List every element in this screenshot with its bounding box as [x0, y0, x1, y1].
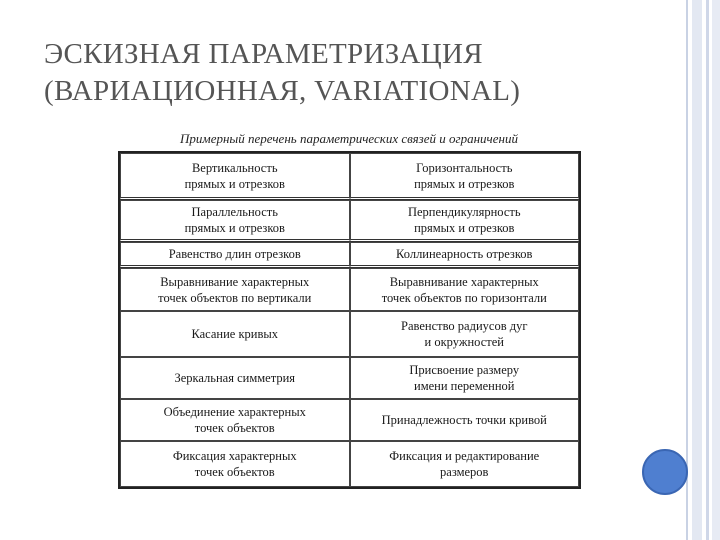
table-row — [120, 311, 579, 357]
table-cell-right: Фиксация и редактирование размеров — [350, 441, 580, 487]
slide-title — [44, 36, 664, 110]
table-row — [120, 242, 579, 268]
constraints-table — [118, 151, 581, 489]
table-row — [120, 200, 579, 242]
side-bar — [686, 0, 688, 540]
table-cell-right: Горизонтальность прямых и отрезков — [350, 153, 580, 200]
table-cell-left: Выравнивание характерных точек объектов по вертикали — [120, 268, 350, 311]
table-caption: Примерный перечень параметрических связей и ограничений — [180, 131, 518, 146]
table-row — [120, 357, 579, 399]
table-cell-right: Перпендикулярность прямых и отрезков — [350, 200, 580, 242]
table-cell-right: Принадлежность точки кривой — [350, 399, 580, 441]
table-row — [120, 268, 579, 311]
title-line-1: ЭСКИЗНАЯ ПАРАМЕТРИЗАЦИЯ — [44, 38, 483, 70]
table-cell-left: Объединение характерных точек объектов — [120, 399, 350, 441]
table-cell-left: Равенство длин отрезков — [120, 242, 350, 268]
table-cell-right: Равенство радиусов дуг и окружностей — [350, 311, 580, 357]
decorative-side-bars — [680, 0, 720, 540]
decorative-circle — [642, 449, 688, 495]
table-cell-left: Зеркальная симметрия — [120, 357, 350, 399]
table-row — [120, 399, 579, 441]
table-cell-left: Параллельность прямых и отрезков — [120, 200, 350, 242]
table-cell-right: Коллинеарность отрезков — [350, 242, 580, 268]
table-cell-right: Выравнивание характерных точек объектов по горизонтали — [350, 268, 580, 311]
side-bar — [712, 0, 720, 540]
table-cell-left: Касание кривых — [120, 311, 350, 357]
title-line-2: (ВАРИАЦИОННАЯ, VARIATIONAL) — [44, 75, 521, 107]
side-bar — [692, 0, 702, 540]
side-bar — [706, 0, 709, 540]
table-row — [120, 153, 579, 200]
table-cell-left: Фиксация характерных точек объектов — [120, 441, 350, 487]
table-cell-left: Вертикальность прямых и отрезков — [120, 153, 350, 200]
table-row — [120, 441, 579, 487]
table-cell-right: Присвоение размеру имени переменной — [350, 357, 580, 399]
